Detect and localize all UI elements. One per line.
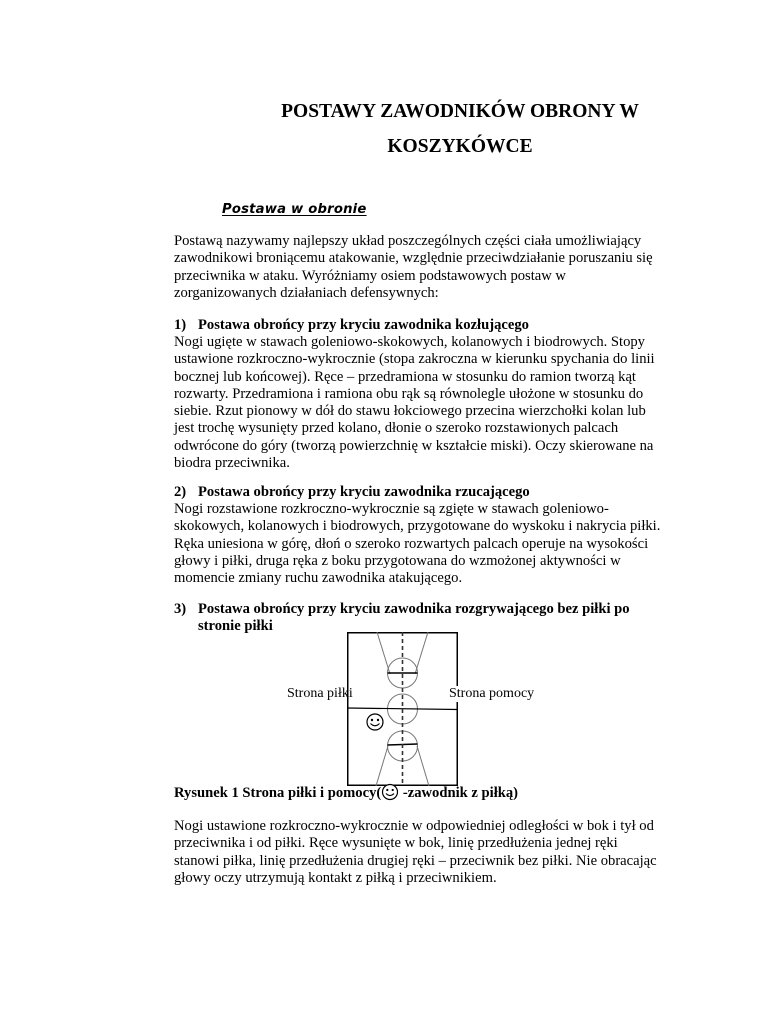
text-line: jest trochę wysunięty przed kolano, dłonie o szeroko rozstawionych palcach <box>174 420 619 437</box>
item-1-body <box>174 334 704 472</box>
court-diagram <box>347 632 458 786</box>
text-line: Ręka uniesiona w górę, dłoń o szeroko rozwartych palcach operuje na wysokości <box>174 535 649 552</box>
item-1-heading <box>174 317 529 334</box>
document-title-line-1: POSTAWY ZAWODNIKÓW OBRONY W <box>281 101 639 122</box>
text-line: głowy i piłki, druga ręka z boku przygotowana do wzmożonej aktywności w <box>174 552 621 569</box>
item-number: 2) <box>174 484 187 500</box>
text-line: zawodnikowi broniącemu atakowanie, względnie przeciwdziałanie poruszaniu się <box>174 250 653 267</box>
text-line: ustawione rozkroczno-wykrocznie (stopa zakroczna w kierunku spychania do linii <box>174 351 655 368</box>
label-help-side: Strona pomocy <box>449 686 535 701</box>
label-ball-side: Strona piłki <box>287 686 353 701</box>
text-line: Postawą nazywamy najlepszy układ poszczególnych części ciała umożliwiający <box>174 233 642 249</box>
text-line: Nogi rozstawione rozkroczno-wykrocznie są zgięte w stawach goleniowo- <box>174 501 609 517</box>
document-title-line-2: KOSZYKÓWCE <box>387 136 533 157</box>
item-heading-text: Postawa obrońcy przy kryciu zawodnika rzucającego <box>198 484 530 500</box>
text-line: zorganizowanych działaniach defensywnych: <box>174 284 439 301</box>
item-heading-text-continued: stronie piłki <box>198 618 273 635</box>
text-line: przeciwnika i od piłki. Ręce wysunięte w bok, linię przedłużenia jednej ręki <box>174 835 618 852</box>
text-line: skokowych, kolanowych i biodrowych, przygotowane do wyskoku i nakrycia piłki. <box>174 518 661 535</box>
smiley-face-icon <box>367 714 383 730</box>
item-3-heading <box>174 601 630 636</box>
intro-paragraph <box>174 233 704 302</box>
caption-text-after: -zawodnik z piłką) <box>399 785 519 801</box>
section-heading: Postawa w obronie <box>222 202 367 217</box>
text-line: momencie zmiany ruchu zawodnika atakującego. <box>174 570 463 587</box>
item-number: 1) <box>174 317 187 333</box>
smiley-face-icon <box>381 783 399 801</box>
text-line: Nogi ustawione rozkroczno-wykrocznie w odpowiedniej odległości w bok i tył od <box>174 818 654 834</box>
item-heading-text: Postawa obrońcy przy kryciu zawodnika rozgrywającego bez piłki po <box>198 601 630 617</box>
text-line: stanowi piłka, linię przedłużenia drugiej ręki – przeciwnik bez piłki. Nie obracając <box>174 852 657 869</box>
text-line: rozwarty. Przedramiona i ramiona obu rąk są równolegle ułożone w stosunku do <box>174 385 644 402</box>
item-2-body <box>174 501 704 587</box>
caption-text-before: Rysunek 1 Strona piłki i pomocy( <box>174 785 382 801</box>
text-line: siebie. Rzut pionowy w dół do stawu łokciowego przecina wierzchołki kolan lub <box>174 403 646 420</box>
figure-caption <box>174 783 518 802</box>
text-line: głowy oczy utrzymują kontakt z piłką i przeciwnikiem. <box>174 869 497 886</box>
text-line: przeciwnika w ataku. Wyróżniamy osiem podstawowych postaw w <box>174 267 566 284</box>
text-line: bocznej lub końcowej). Ręce – przedramiona w stosunku do ramion tworzą kąt <box>174 368 636 385</box>
item-heading-text: Postawa obrońcy przy kryciu zawodnika kozłującego <box>198 317 529 333</box>
text-line: biodra przeciwnika. <box>174 455 290 472</box>
item-2-heading <box>174 484 530 501</box>
item-number: 3) <box>174 601 187 617</box>
bottom-key-right-line <box>417 746 429 786</box>
text-line: Nogi ugięte w stawach goleniowo-skokowych, kolanowych i biodrowych. Stopy <box>174 334 645 350</box>
text-line: odwrócone do góry (tworzą powierzchnię w kształcie miski). Oczy skierowane na <box>174 437 654 454</box>
item-3-body <box>174 818 704 887</box>
bottom-key-left-line <box>376 746 388 786</box>
